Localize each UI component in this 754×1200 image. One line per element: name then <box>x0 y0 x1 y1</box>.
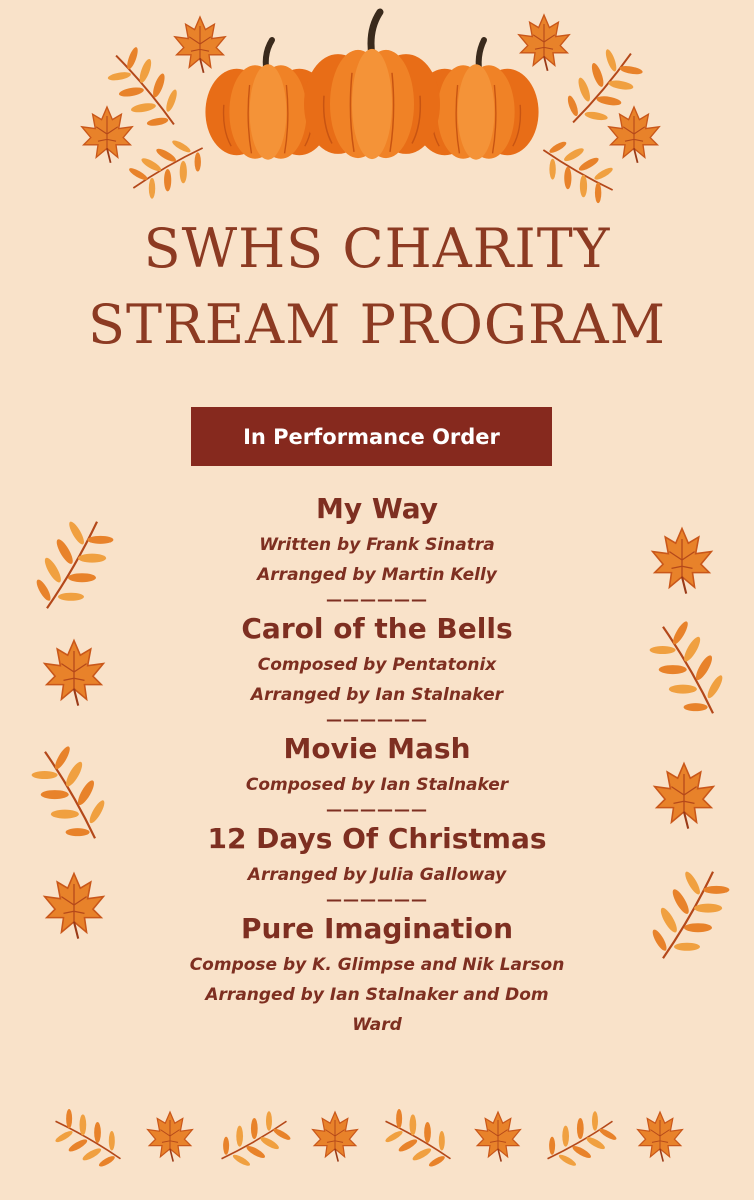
fern-leaf-icon <box>45 1102 132 1177</box>
maple-leaf-icon <box>655 764 714 829</box>
maple-leaf-icon <box>148 1112 193 1162</box>
pumpkin-icon <box>304 12 440 159</box>
maple-leaf-icon <box>609 107 659 163</box>
order-label: In Performance Order <box>243 424 500 449</box>
maple-leaf-icon <box>45 874 104 939</box>
piece-credit: Arranged by Ian Stalnaker <box>250 685 504 705</box>
maple-leaf-icon <box>519 15 569 71</box>
maple-leaf-icon <box>45 641 104 706</box>
maple-leaf-icon <box>175 17 225 73</box>
fern-leaf-icon <box>211 1103 298 1178</box>
piece-credit: Arranged by Martin Kelly <box>257 565 497 585</box>
program-item <box>140 908 614 1040</box>
fern-leaf-icon <box>532 130 624 210</box>
order-banner <box>191 407 552 466</box>
separator: —————— <box>326 590 428 609</box>
piece-title: Movie Mash <box>283 732 471 765</box>
piece-credit: Composed by Pentatonix <box>257 655 497 675</box>
piece-credit: Arranged by Julia Galloway <box>247 865 507 885</box>
fern-leaf-icon <box>20 737 120 852</box>
fern-leaf-icon <box>22 508 122 623</box>
maple-leaf-icon <box>653 529 712 594</box>
maple-leaf-icon <box>476 1112 521 1162</box>
piece-title: My Way <box>315 492 439 525</box>
piece-title: 12 Days Of Christmas <box>207 822 547 855</box>
program-item <box>140 488 614 590</box>
program-item <box>140 608 614 710</box>
fern-leaf-icon <box>375 1102 462 1177</box>
maple-leaf-icon <box>82 107 132 163</box>
piece-title: Carol of the Bells <box>241 612 513 645</box>
program-list <box>140 488 614 1040</box>
piece-credit: Written by Frank Sinatra <box>259 535 495 555</box>
separator: —————— <box>326 800 428 819</box>
fern-leaf-icon <box>537 1103 624 1178</box>
separator: —————— <box>326 890 428 909</box>
fern-leaf-icon <box>122 128 214 208</box>
fern-leaf-icon <box>638 858 738 973</box>
maple-leaf-icon <box>313 1112 358 1162</box>
fern-leaf-icon <box>638 612 738 727</box>
separator: —————— <box>326 710 428 729</box>
piece-credit: Compose by K. Glimpse and Nik Larson <box>189 955 565 975</box>
piece-credit: Composed by Ian Stalnaker <box>245 775 509 795</box>
piece-credit: Arranged by Ian Stalnaker and Dom <box>205 985 549 1005</box>
program-item <box>140 728 614 800</box>
piece-credit: Ward <box>352 1015 402 1035</box>
maple-leaf-icon <box>638 1112 683 1162</box>
title-line-2: STREAM PROGRAM <box>88 293 666 356</box>
title-line-1: SWHS CHARITY <box>143 217 611 280</box>
piece-title: Pure Imagination <box>240 912 514 945</box>
program-item <box>140 818 614 890</box>
